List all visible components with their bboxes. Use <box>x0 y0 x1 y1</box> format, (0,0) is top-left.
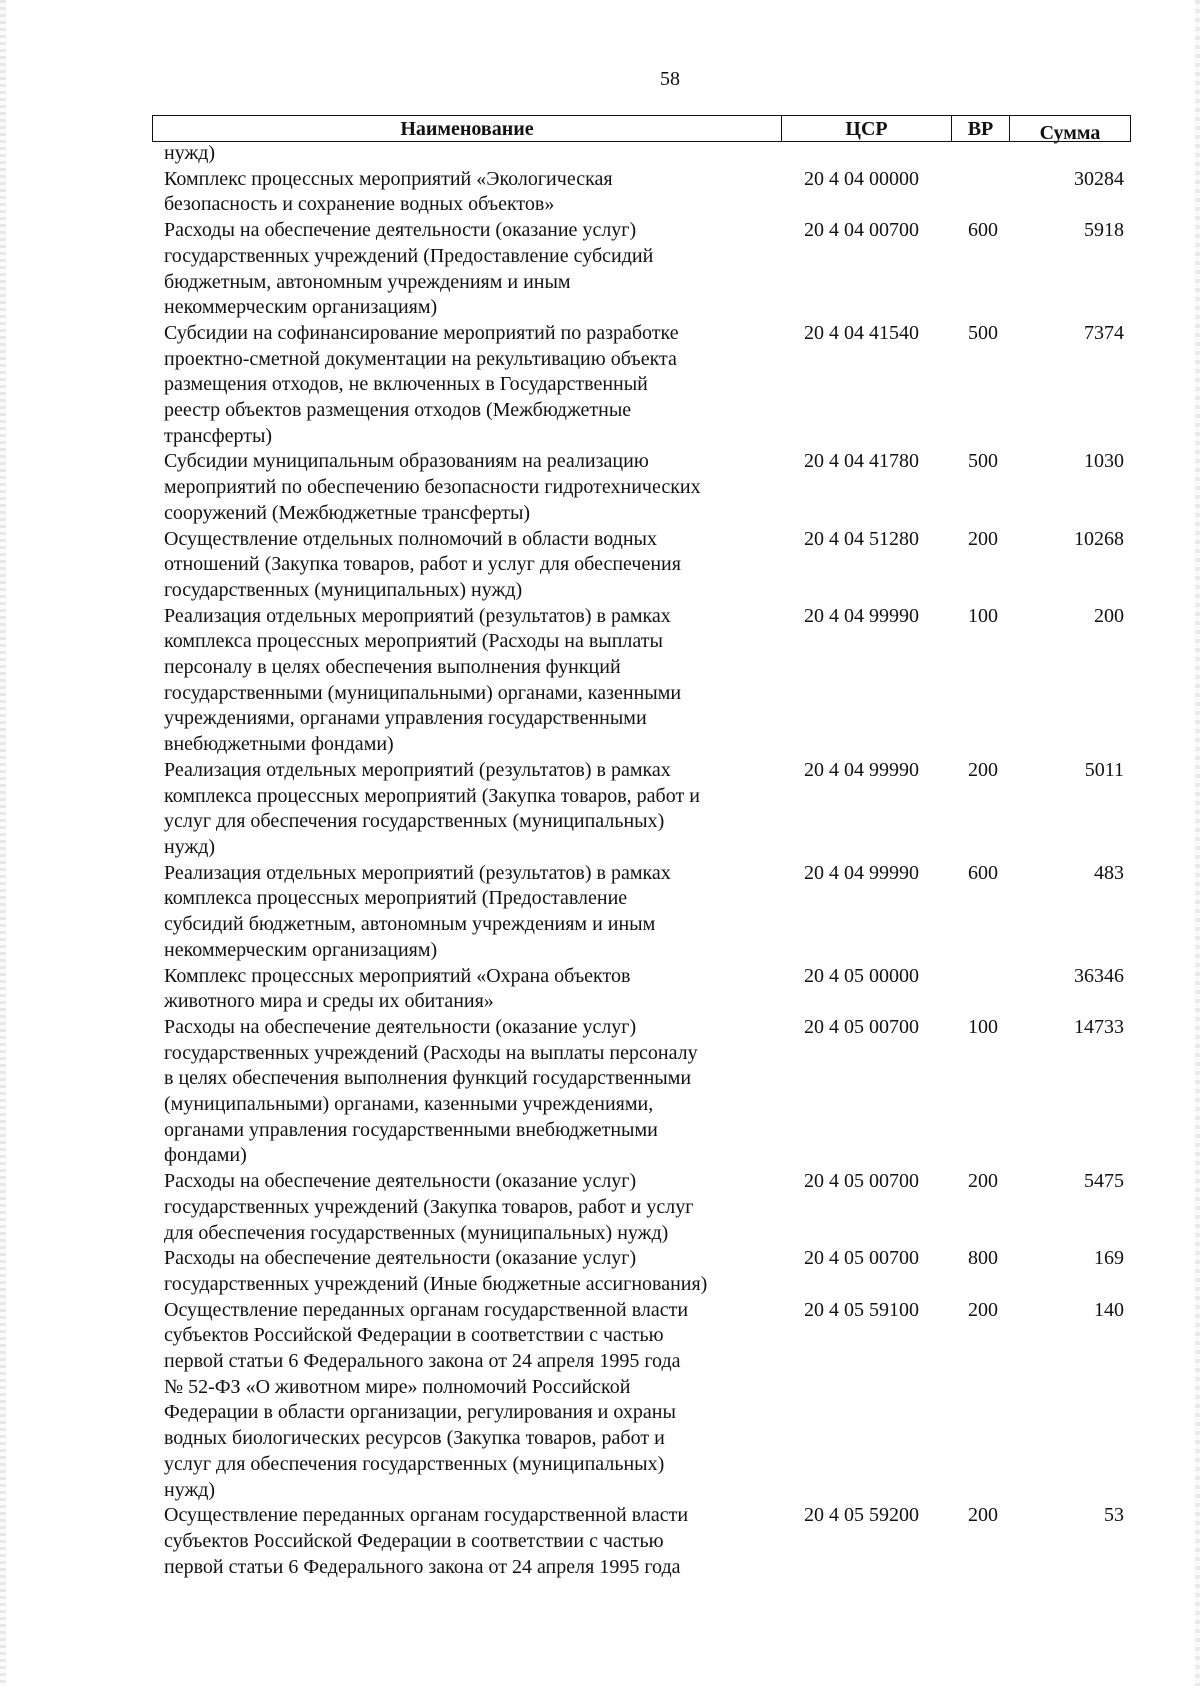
table-header <box>152 115 1131 142</box>
row-name: Осуществление переданных органам государственной власти субъектов Российской Федерации в соответствии с частью первой статьи 6 Федерального закона от 24 апреля 1995 года № 52-ФЗ «О животном мире» полномочий Российской Федерации в области организации, регулирования и охраны водных биологических ресурсов (Закупка товаров, работ и услуг для обеспечения государственных (муниципальных) нужд) <box>164 1298 689 1501</box>
row-name: Расходы на обеспечение деятельности (оказание услуг) государственных учреждений (Иные бюджетные ассигнования) <box>164 1247 708 1295</box>
table-row <box>164 527 1124 604</box>
table-row <box>164 1015 1124 1169</box>
row-vr: 200 <box>968 1298 998 1321</box>
row-csr: 20 4 04 41540 <box>804 321 919 344</box>
table-row <box>164 964 1124 1015</box>
table-row <box>164 861 1124 964</box>
row-csr: 20 4 04 99990 <box>804 604 919 627</box>
row-csr: 20 4 04 99990 <box>804 758 919 781</box>
row-vr: 600 <box>968 861 998 884</box>
table-row <box>164 449 1124 526</box>
row-sum: 53 <box>1104 1504 1124 1527</box>
row-csr: 20 4 04 41780 <box>804 450 919 473</box>
row-name: Расходы на обеспечение деятельности (оказание услуг) государственных учреждений (Расходы на выплаты персоналу в целях обеспечения выполнения функций государственными (муниципальными) органами, казенными учреждениями, органами управления государственными внебюджетными фондами) <box>164 1015 698 1167</box>
table-row <box>164 1298 1124 1504</box>
table-row <box>164 218 1124 321</box>
row-name: Расходы на обеспечение деятельности (оказание услуг) государственных учреждений (Закупка товаров, работ и услуг для обеспечения государственных (муниципальных) нужд) <box>164 1170 694 1244</box>
row-vr: 500 <box>968 450 998 473</box>
table-row <box>164 141 1124 167</box>
row-csr: 20 4 05 59100 <box>804 1298 919 1321</box>
row-csr: 20 4 05 00700 <box>804 1170 919 1193</box>
table-row <box>164 167 1124 218</box>
row-vr: 200 <box>968 527 998 550</box>
row-sum: 14733 <box>1074 1015 1124 1038</box>
row-csr: 20 4 05 00700 <box>804 1247 919 1270</box>
row-sum: 200 <box>1094 604 1124 627</box>
row-sum: 7374 <box>1084 321 1124 344</box>
row-csr: 20 4 04 00700 <box>804 219 919 242</box>
row-csr: 20 4 05 00000 <box>804 964 919 987</box>
row-name: Осуществление отдельных полномочий в области водных отношений (Закупка товаров, работ и услуг для обеспечения государственных (муниципальных) нужд) <box>164 527 681 601</box>
row-sum: 140 <box>1094 1298 1124 1321</box>
row-csr: 20 4 04 51280 <box>804 527 919 550</box>
row-name: Комплекс процессных мероприятий «Охрана объектов животного мира и среды их обитания» <box>164 964 631 1013</box>
row-vr: 100 <box>968 604 998 627</box>
row-name: Осуществление переданных органам государственной власти субъектов Российской Федерации в соответствии с частью первой статьи 6 Федерального закона от 24 апреля 1995 года <box>164 1504 689 1578</box>
row-csr: 20 4 04 99990 <box>804 861 919 884</box>
table-row <box>164 1246 1124 1297</box>
scan-edge-right <box>1195 0 1200 1686</box>
row-csr: 20 4 05 00700 <box>804 1015 919 1038</box>
table-row <box>164 604 1124 758</box>
row-sum: 36346 <box>1074 964 1124 987</box>
row-name: Субсидии на софинансирование мероприятий по разработке проектно-сметной документации на рекультивацию объекта размещения отходов, не включенных в Государственный реестр объектов размещения отходов (Межбюджетные трансферты) <box>164 321 679 447</box>
row-sum: 10268 <box>1074 527 1124 550</box>
header-name: Наименование <box>153 116 782 141</box>
row-csr: 20 4 04 00000 <box>804 167 919 190</box>
scan-edge-left <box>0 0 6 1686</box>
table-row <box>164 758 1124 861</box>
row-name: Расходы на обеспечение деятельности (оказание услуг) государственных учреждений (Предоставление субсидий бюджетным, автономным учреждениям и иным некоммерческим организациям) <box>164 219 654 319</box>
row-vr: 200 <box>968 1170 998 1193</box>
row-vr: 200 <box>968 1504 998 1527</box>
table-body <box>164 141 1124 1580</box>
row-name: Комплекс процессных мероприятий «Экологическая безопасность и сохранение водных объектов» <box>164 167 613 216</box>
table-row <box>164 321 1124 450</box>
row-sum: 30284 <box>1074 167 1124 190</box>
row-sum: 169 <box>1094 1247 1124 1270</box>
row-name: нужд) <box>164 142 216 164</box>
row-sum: 483 <box>1094 861 1124 884</box>
row-sum: 5011 <box>1084 758 1124 781</box>
page-number: 58 <box>660 68 680 90</box>
row-name: Реализация отдельных мероприятий (результатов) в рамках комплекса процессных мероприятий (Расходы на выплаты персоналу в целях обеспечения выполнения функций государственными (муниципальными) органами, казенными учреждениями, органами управления государственными внебюджетными фондами) <box>164 604 682 756</box>
row-csr: 20 4 05 59200 <box>804 1504 919 1527</box>
header-sum: Сумма <box>1039 122 1101 144</box>
row-vr: 500 <box>968 321 998 344</box>
row-vr: 600 <box>968 219 998 242</box>
row-vr: 200 <box>968 758 998 781</box>
header-vr: ВР <box>952 116 1010 141</box>
row-vr: 100 <box>968 1015 998 1038</box>
row-sum: 1030 <box>1084 450 1124 473</box>
row-name: Субсидии муниципальным образованиям на реализацию мероприятий по обеспечению безопасности гидротехнических сооружений (Межбюджетные трансферты) <box>164 450 701 524</box>
table-row <box>164 1169 1124 1246</box>
row-name: Реализация отдельных мероприятий (результатов) в рамках комплекса процессных мероприятий (Предоставление субсидий бюджетным, автономным учреждениям и иным некоммерческим организациям) <box>164 861 671 961</box>
row-sum: 5475 <box>1084 1170 1124 1193</box>
row-vr: 800 <box>968 1247 998 1270</box>
row-name: Реализация отдельных мероприятий (результатов) в рамках комплекса процессных мероприятий (Закупка товаров, работ и услуг для обеспечения государственных (муниципальных) нужд) <box>164 758 700 858</box>
row-sum: 5918 <box>1084 219 1124 242</box>
table-row <box>164 1503 1124 1580</box>
header-csr: ЦСР <box>782 116 952 141</box>
